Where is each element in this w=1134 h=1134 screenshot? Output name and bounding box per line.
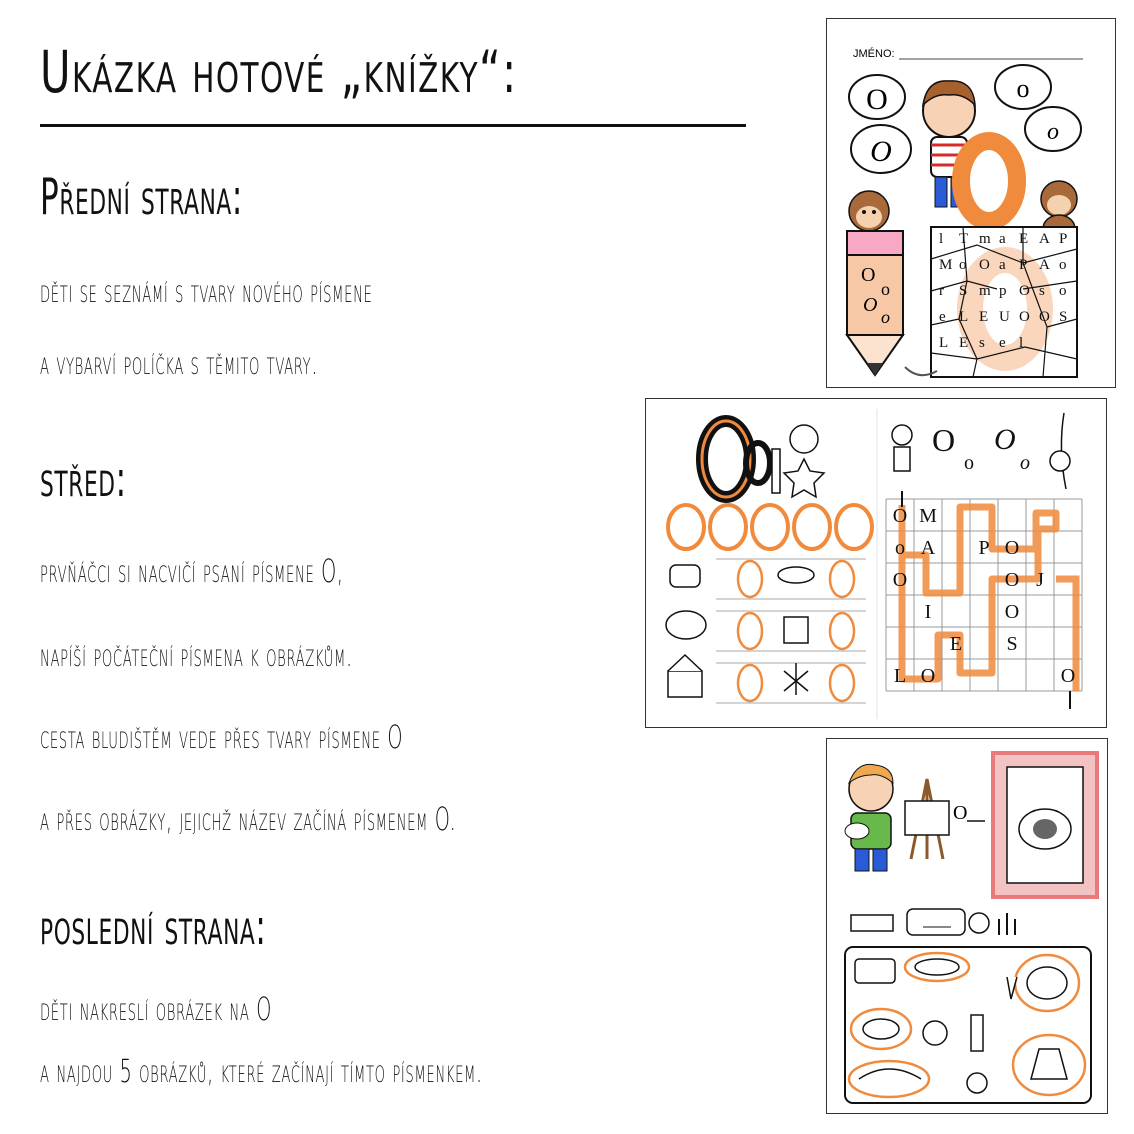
maze-letter: O — [1004, 537, 1020, 559]
maze-letter: O — [1004, 601, 1020, 623]
find-pictures-box — [845, 947, 1091, 1103]
name-label: JMÉNO: — [853, 48, 895, 60]
grid-letter: a — [999, 257, 1006, 273]
grid-letter: o — [1059, 283, 1067, 299]
grid-letter: E — [1019, 231, 1029, 247]
grid-letter: r — [939, 283, 944, 299]
speech-bubble-4 — [1025, 107, 1081, 151]
worksheet-middle-preview — [645, 398, 1107, 728]
big-letter-o — [961, 141, 1017, 221]
svg-text:o: o — [964, 452, 974, 474]
title-letters — [932, 422, 1030, 474]
grid-letter: A — [1039, 231, 1050, 247]
grid-letter: m — [979, 231, 991, 247]
middle-line-4: a přes obrázky, jejichž název začíná písmenem O. — [40, 800, 457, 838]
grid-letter: L — [939, 335, 949, 351]
svg-text:o: o — [881, 279, 890, 299]
maze-letter: o — [895, 537, 905, 559]
grid-letter: O — [979, 257, 990, 273]
last-line-2: a najdou 5 obrázků, které začínají tímto písmenkem. — [40, 1052, 483, 1090]
grid-letter: l — [1019, 335, 1024, 351]
grid-letter: L — [959, 309, 969, 325]
grid-letter: O — [1039, 309, 1050, 325]
maze-letter: J — [1036, 569, 1044, 591]
writing-row-big-o — [668, 505, 872, 549]
maze-letter: E — [949, 633, 963, 655]
grid-letter: U — [999, 309, 1010, 325]
svg-text:o: o — [881, 307, 890, 327]
maze-letter: O — [1004, 569, 1020, 591]
grid-letter: S — [959, 283, 968, 299]
grid-letter: M — [939, 257, 953, 273]
svg-text:o: o — [1016, 74, 1030, 103]
last-heading: poslední strana: — [40, 898, 267, 956]
speech-bubble-2 — [995, 65, 1051, 109]
worksheet-front-preview — [826, 18, 1116, 388]
svg-text:O: O — [932, 422, 956, 458]
explorer-icon — [892, 425, 912, 471]
hanging-monkey-icon — [1050, 413, 1070, 489]
grid-letter: p — [999, 283, 1007, 299]
grid-letter: P — [1059, 231, 1068, 247]
grid-letter: T — [959, 231, 969, 247]
grid-letter: a — [999, 231, 1006, 247]
speech-bubble-3 — [851, 125, 911, 173]
letter-coloring-grid — [931, 227, 1077, 377]
maze-letter: P — [978, 537, 990, 559]
sheep-star-icon — [784, 425, 824, 497]
grid-letter: A — [1039, 257, 1050, 273]
middle-heading: střed: — [40, 450, 127, 508]
painter-boy-illustration — [845, 764, 893, 871]
svg-text:O: O — [861, 264, 876, 286]
front-line-2: a vybarví políčka s těmito tvary. — [40, 344, 319, 382]
grid-letter: e — [939, 309, 946, 325]
small-pencil-icon — [772, 449, 780, 493]
maze-letter: L — [893, 665, 907, 687]
picture-writing-rows — [666, 559, 866, 703]
grid-letter: P — [1019, 257, 1028, 273]
title-underline — [40, 124, 746, 127]
maze-grid — [886, 491, 1082, 709]
middle-line-1: prvňáčci si nacvičí psaní písmene O, — [40, 552, 344, 590]
grid-letter: E — [959, 335, 969, 351]
svg-text:O: O — [994, 423, 1016, 456]
page-title: Ukázka hotové „knížky“: — [40, 38, 518, 106]
grid-letter: o — [1059, 257, 1067, 273]
maze-letter: O — [920, 665, 936, 687]
grid-letter: o — [959, 257, 967, 273]
pencil-icon — [847, 231, 903, 375]
pencil-word-row — [851, 909, 1015, 935]
picture-frame — [993, 753, 1097, 897]
grid-letter: e — [999, 335, 1006, 351]
svg-text:O: O — [870, 135, 892, 168]
letter-o-label: O — [953, 802, 968, 824]
svg-text:o: o — [1020, 452, 1030, 474]
maze-letter: O — [892, 505, 908, 527]
monkey-left-icon — [849, 191, 889, 231]
grid-letter: l — [939, 231, 944, 247]
front-line-1: děti se seznámí s tvary nového písmene — [40, 272, 373, 310]
grid-letter: O — [1019, 283, 1030, 299]
maze-letter: O — [1060, 665, 1076, 687]
front-heading: Přední strana: — [40, 168, 243, 226]
worksheet-last-preview — [826, 738, 1108, 1114]
maze-letter: O — [892, 569, 908, 591]
grid-letter: E — [979, 309, 989, 325]
svg-text:O: O — [866, 83, 888, 116]
maze-letter: A — [920, 537, 936, 559]
maze-letter: I — [924, 601, 932, 623]
speech-bubble-1 — [849, 75, 905, 119]
grid-letter: S — [1059, 309, 1068, 325]
middle-line-2: napíší počáteční písmena k obrázkům. — [40, 636, 353, 674]
grid-letter: m — [979, 283, 991, 299]
maze-letter: S — [1006, 633, 1018, 655]
grid-letter: O — [1019, 309, 1030, 325]
easel-icon — [905, 779, 949, 859]
last-line-1: děti nakreslí obrázek na O — [40, 990, 272, 1028]
maze-letter: M — [919, 505, 937, 527]
svg-text:O: O — [863, 294, 878, 316]
grid-letter: s — [979, 335, 985, 351]
middle-line-3: cesta bludištěm vede přes tvary písmene O — [40, 718, 404, 756]
grid-letter: s — [1039, 283, 1045, 299]
svg-text:o: o — [1047, 119, 1059, 145]
